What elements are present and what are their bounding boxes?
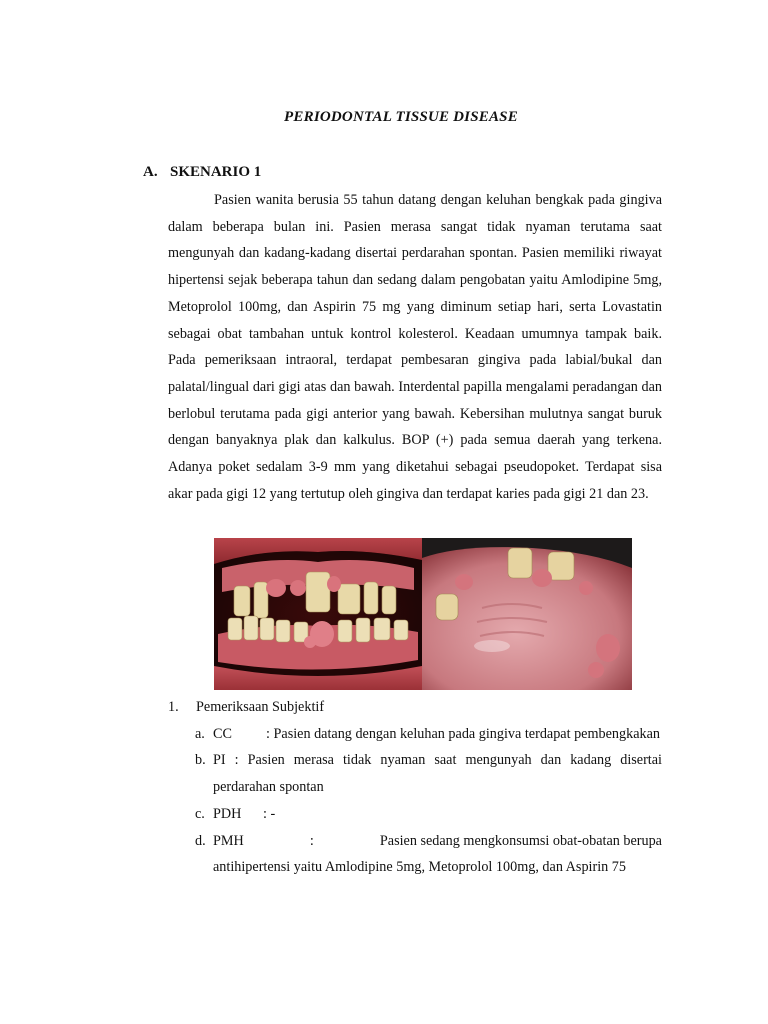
- item-text-rest: antihipertensi yaitu Amlodipine 5mg, Metoprolol 100mg, dan Aspirin 75: [213, 859, 626, 876]
- item-marker: b.: [195, 752, 206, 769]
- item-separator: :: [234, 752, 239, 769]
- list-item-pmh: [168, 828, 662, 881]
- item-label: PI: [213, 752, 226, 769]
- section-title: SKENARIO 1: [170, 164, 262, 180]
- list-item-pi: [168, 747, 662, 800]
- item-separator: :: [263, 805, 267, 822]
- item-marker: d.: [195, 832, 206, 849]
- section-heading: [143, 164, 261, 181]
- item-text: Pasien datang dengan keluhan pada gingiva terdapat pembengkakan: [273, 725, 660, 742]
- examination-list: [168, 694, 662, 881]
- section-letter: A.: [143, 164, 158, 180]
- item-text: -: [270, 805, 276, 822]
- list-item-cc: [168, 721, 662, 748]
- document-title: PERIODONTAL TISSUE DISEASE: [284, 109, 518, 125]
- item-marker: c.: [195, 805, 205, 822]
- list-heading-text: Pemeriksaan Subjektif: [196, 699, 325, 715]
- item-text-first: Pasien sedang mengkonsumsi obat-obatan berupa: [379, 832, 662, 849]
- item-separator: :: [266, 725, 270, 742]
- clinical-photo-frontal: [214, 538, 422, 690]
- pmh-first-line: [213, 828, 662, 855]
- clinical-photos: [214, 538, 632, 690]
- item-label: PMH: [213, 832, 244, 849]
- list-heading: [168, 694, 662, 721]
- clinical-photo-palatal: [422, 538, 632, 690]
- list-item-pdh: [168, 801, 662, 828]
- item-label: PDH: [213, 805, 242, 822]
- list-number: 1.: [168, 699, 179, 715]
- item-text: Pasien merasa tidak nyaman saat mengunyah dan kadang disertai perdarahan spontan: [213, 752, 662, 796]
- scenario-paragraph: Pasien wanita berusia 55 tahun datang dengan keluhan bengkak pada gingiva dalam beberapa bulan ini. Pasien merasa sangat tidak nyaman terutama saat mengunyah dan kadang-kadang disertai perdarahan spontan. Pasien memiliki riwayat hipertensi sejak beberapa tahun dan sedang dalam pengobatan yaitu Amlodipine 5mg, Metoprolol 100mg, dan Aspirin 75 mg yang diminum setiap hari, serta Lovastatin sebagai obat tambahan untuk kontrol kolesterol. Keadaan umumnya tampak baik. Pada pemeriksaan intraoral, terdapat pembesaran gingiva pada labial/bukal dan palatal/lingual dari gigi atas dan bawah. Interdental papilla mengalami peradangan dan berlobul terutama pada gigi anterior yang bawah. Kebersihan mulutnya sangat buruk dengan banyaknya plak dan kalkulus. BOP (+) pada semua daerah yang terkena. Adanya poket sedalam 3-9 mm yang diketahui sebagai pseudopoket. Terdapat sisa akar pada gigi 12 yang tertutup oleh gingiva dan terdapat karies pada gigi 21 dan 23.: [168, 192, 662, 502]
- item-label: CC: [213, 725, 232, 742]
- item-separator: :: [309, 832, 314, 849]
- item-marker: a.: [195, 725, 205, 742]
